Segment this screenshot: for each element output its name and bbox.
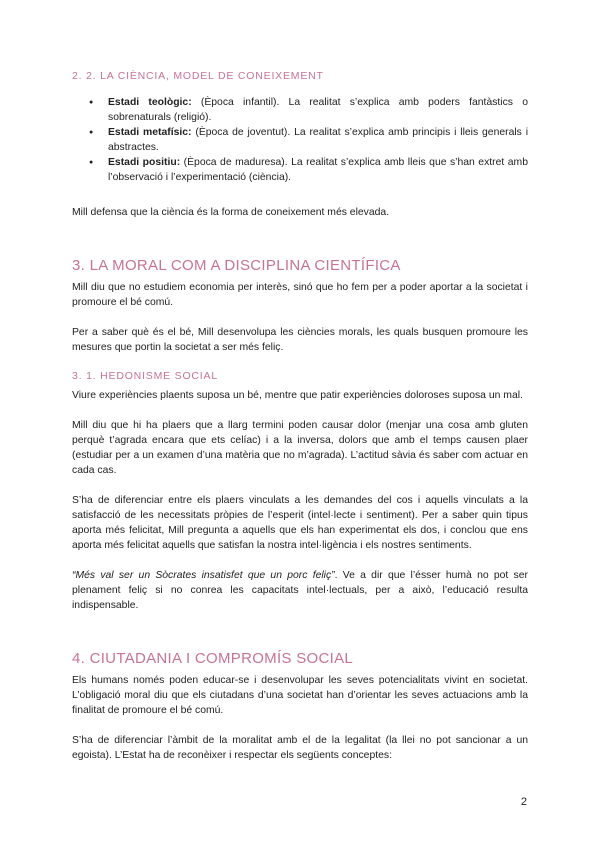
list-item [108, 155, 528, 185]
stages-list [72, 95, 528, 185]
list-item-term: Estadi positiu: [108, 157, 181, 168]
paragraph: Per a saber què és el bé, Mill desenvolupa les ciències morals, les quals busquen promoure les mesures que portin la societat a ser més feliç. [72, 327, 528, 353]
page-number: 2 [520, 796, 527, 808]
list-item [108, 125, 528, 155]
paragraph: S’ha de diferenciar l’àmbit de la moralitat amb el de la legalitat (la llei no pot sancionar a un egoista). L’Estat ha de reconèixer i respectar els següents conceptes: [72, 735, 528, 761]
section-heading-2-2: 2. 2. LA CIÈNCIA, MODEL DE CONEIXEMENT [72, 70, 324, 82]
list-item-text: (Època de maduresa). La realitat s’explica amb lleis que s’han extret amb l’observació i l’experimentació (ciència). [108, 157, 528, 183]
section-heading-3: 3. LA MORAL COM A DISCIPLINA CIENTÍFICA [72, 257, 401, 274]
page-content [72, 70, 528, 763]
list-item [108, 95, 528, 125]
paragraph: Mill diu que no estudiem economia per interès, sinó que ho fem per a poder aportar a la societat i promoure el bé comú. [72, 282, 528, 308]
paragraph: Mill diu que hi ha plaers que a llarg termini poden causar dolor (menjar una cosa amb gluten perquè t’agrada encara que ets celíac) i a la inversa, dolors que amb el temps causen plaer (estudiar per a un examen d’una matèria que no m’agrada). L’actitud sàvia és saber com actuar en cada cas. [72, 420, 528, 476]
list-item-term: Estadi teològic: [108, 97, 192, 108]
paragraph: Viure experiències plaents suposa un bé, mentre que patir experiències doloroses suposa un mal. [72, 390, 523, 401]
quote-explanation: . Ve a dir que l’ésser humà no pot ser plenament feliç si no conrea les capacitats intel·lectuals, per a això, l’educació resulta indispensable. [72, 570, 528, 611]
paragraph [72, 568, 528, 613]
quote: “Més val ser un Sòcrates insatisfet que un porc feliç” [72, 570, 335, 581]
section-heading-4: 4. CIUTADANIA I COMPROMÍS SOCIAL [72, 650, 354, 667]
list-item-term: Estadi metafísic: [108, 127, 192, 138]
paragraph: S’ha de diferenciar entre els plaers vinculats a les demandes del cos i aquells vinculats a la satisfacció de les necessitats pròpies de l’esperit (intel·lecte i sentiment). Per a saber quin tipus aporta més felicitat, Mill pregunta a aquells que els han experimentat els dos, i conclou que ens aporta més felicitat aquells que satisfan la nostra intel·ligència i els nostres sentiments. [72, 495, 528, 551]
paragraph: Els humans només poden educar-se i desenvolupar les seves potencialitats vivint en societat. L’obligació moral diu que els ciutadans d’una societat han d’orientar les seves actuacions amb la finalitat de promoure el bé comú. [72, 675, 528, 716]
list-item-text: (Època infantil). La realitat s’explica amb poders fantàstics o sobrenaturals (religió). [108, 97, 528, 123]
list-item-text: (Època de joventut). La realitat s’explica amb principis i lleis generals i abstractes. [108, 127, 529, 153]
section-heading-3-1: 3. 1. HEDONISME SOCIAL [72, 370, 218, 382]
paragraph: Mill defensa que la ciència és la forma de coneixement més elevada. [72, 207, 390, 218]
